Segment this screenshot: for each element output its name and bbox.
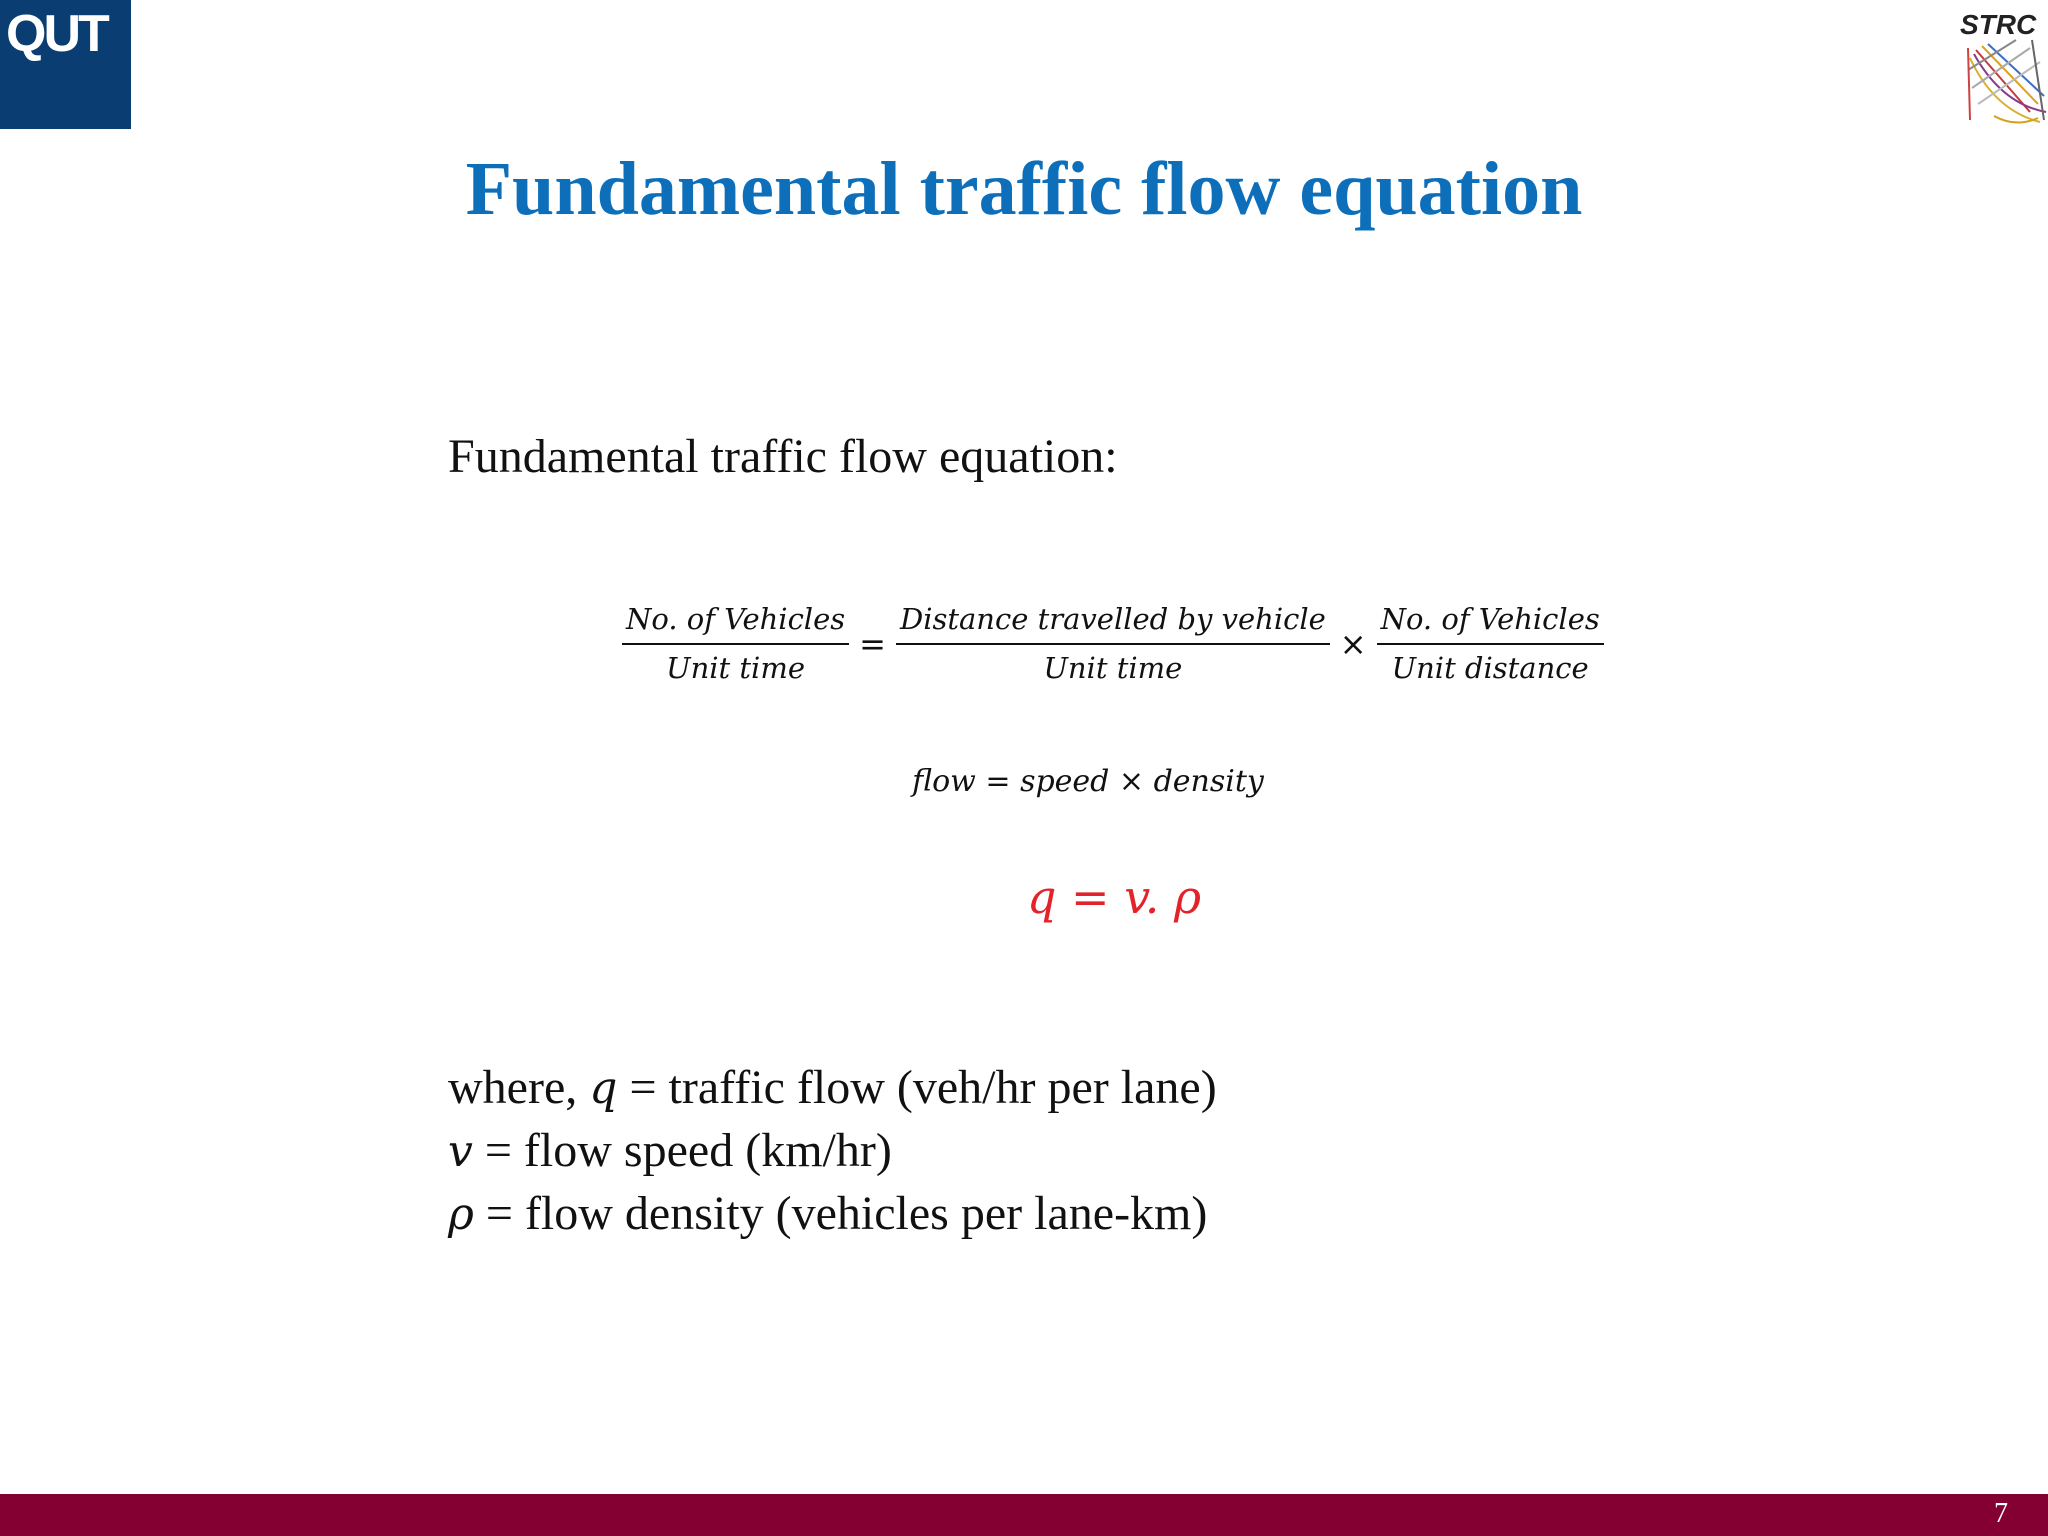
q-description: = traffic flow (veh/hr per lane)	[617, 1061, 1217, 1114]
density-denominator: Unit distance	[1391, 650, 1589, 685]
rho-description: = flow density (vehicles per lane-km)	[473, 1187, 1208, 1240]
intro-text: Fundamental traffic flow equation:	[448, 430, 1118, 483]
definition-prefix: where,	[448, 1061, 590, 1114]
fraction-equation	[622, 602, 1604, 686]
speed-denominator: Unit time	[1043, 650, 1183, 685]
definition-rho	[448, 1183, 1217, 1246]
qut-logo	[0, 0, 131, 129]
speed-numerator: Distance travelled by vehicle	[896, 602, 1330, 645]
footer-bar	[0, 1494, 2048, 1536]
strc-logo-text: STRC	[1960, 9, 2037, 40]
lhs-numerator: No. of Vehicles	[622, 602, 849, 645]
lhs-fraction	[622, 602, 849, 686]
times-sign: ×	[1339, 624, 1367, 663]
density-numerator: No. of Vehicles	[1377, 602, 1604, 645]
strc-logo	[1898, 0, 2048, 132]
speed-fraction	[896, 602, 1330, 686]
variable-definitions	[448, 1057, 1217, 1246]
symbolic-equation: q = v. ρ	[1026, 870, 1202, 924]
v-symbol: v	[448, 1126, 473, 1177]
equals-sign: =	[859, 624, 886, 663]
word-equation: flow = speed × density	[912, 764, 1264, 799]
rho-symbol: ρ	[448, 1189, 474, 1240]
definition-q	[448, 1057, 1217, 1120]
page-number: 7	[1994, 1498, 2008, 1529]
v-description: = flow speed (km/hr)	[472, 1124, 892, 1177]
qut-logo-text: QUT	[6, 5, 107, 63]
density-fraction	[1377, 602, 1604, 686]
lhs-denominator: Unit time	[666, 650, 805, 685]
q-symbol: q	[589, 1063, 618, 1114]
definition-v	[448, 1120, 1217, 1183]
slide-title: Fundamental traffic flow equation	[465, 147, 1583, 231]
